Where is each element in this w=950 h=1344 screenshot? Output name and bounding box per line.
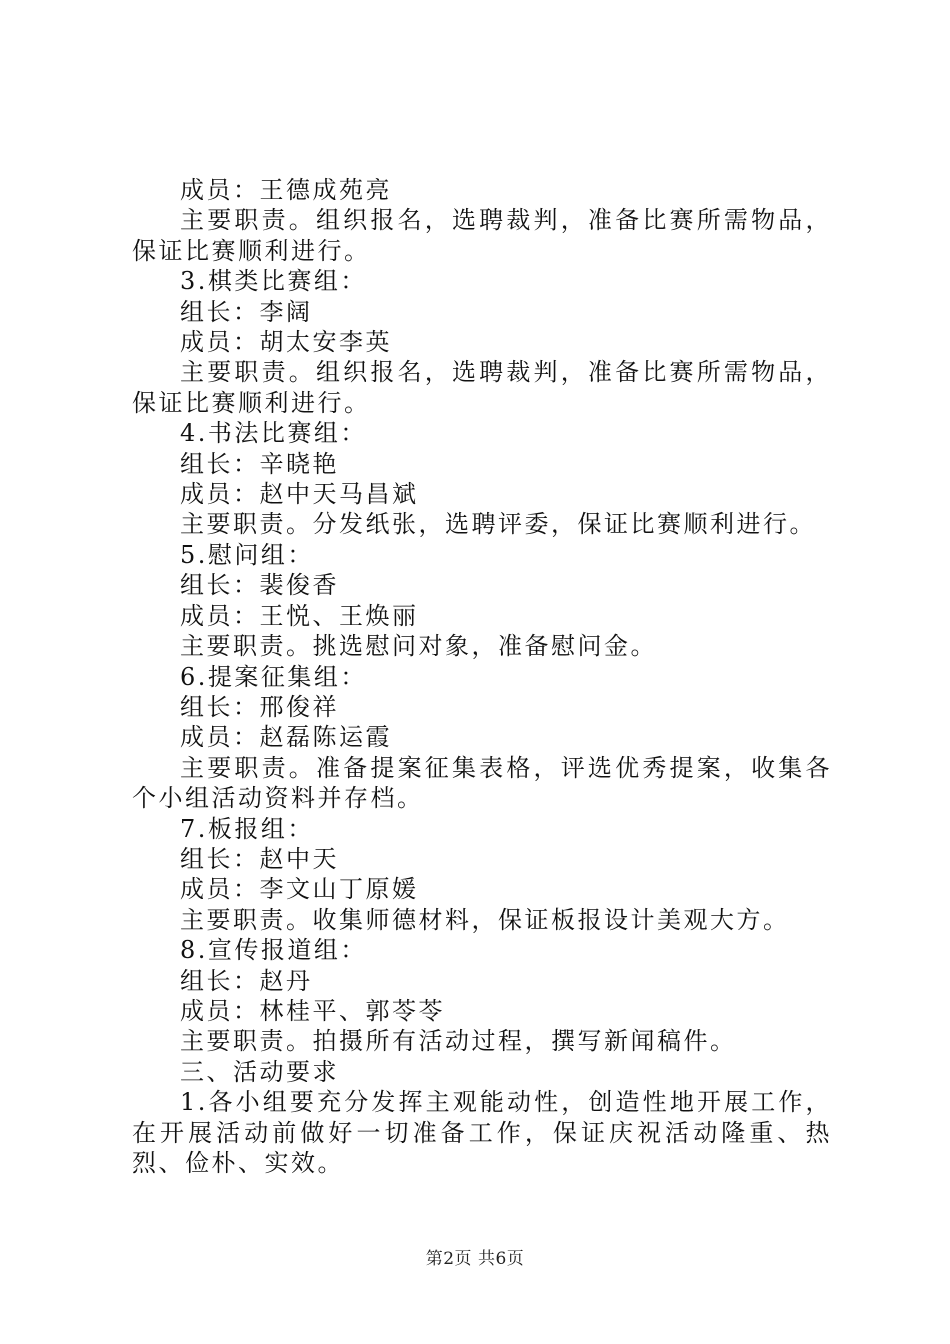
paragraph: 主要职责。挑选慰问对象，准备慰问金。 [180,632,657,661]
paragraph: 主要职责。分发纸张，选聘评委，保证比赛顺利进行。 [180,510,816,539]
document-body [132,175,832,1178]
paragraph: 组长：李阔 [180,297,313,326]
paragraph: 组长：裴俊香 [180,571,339,600]
paragraph: 7.板报组： [180,814,314,843]
paragraph: 主要职责。准备提案征集表格，评选优秀提案，收集各个小组活动资料并存档。 [132,753,832,813]
paragraph: 成员：林桂平、郭苓苓 [180,996,445,1025]
paragraph: 成员：赵磊陈运霞 [180,723,392,752]
paragraph: 主要职责。组织报名，选聘裁判，准备比赛所需物品，保证比赛顺利进行。 [132,358,832,417]
paragraph: 成员：赵中天马昌斌 [180,480,419,509]
paragraph: 主要职责。组织报名，选聘裁判，准备比赛所需物品，保证比赛顺利进行。 [132,206,832,265]
paragraph: 组长：赵中天 [180,844,339,873]
paragraph: 成员：胡太安李英 [180,328,392,357]
paragraph: 3.棋类比赛组： [180,267,367,296]
paragraph: 5.慰问组： [180,540,314,569]
paragraph: 主要职责。收集师德材料，保证板报设计美观大方。 [180,905,790,934]
paragraph: 组长：辛晓艳 [180,449,339,478]
paragraph: 1.各小组要充分发挥主观能动性，创造性地开展工作，在开展活动前做好一切准备工作，保证庆祝活动隆重、热烈、俭朴、实效。 [132,1088,832,1177]
paragraph: 主要职责。拍摄所有活动过程，撰写新闻稿件。 [180,1027,737,1056]
paragraph: 6.提案征集组： [180,662,367,691]
paragraph: 8.宣传报道组： [180,936,367,965]
paragraph: 成员：王悦、王焕丽 [180,601,419,630]
paragraph: 组长：邢俊祥 [180,692,339,721]
paragraph: 成员：王德成苑亮 [180,176,392,204]
paragraph: 成员：李文山丁原媛 [180,875,419,904]
page-number-footer: 第2页 共6页 [425,1249,525,1269]
paragraph: 4.书法比赛组： [180,419,367,448]
paragraph: 组长：赵丹 [180,966,313,995]
paragraph: 三、活动要求 [180,1057,339,1086]
